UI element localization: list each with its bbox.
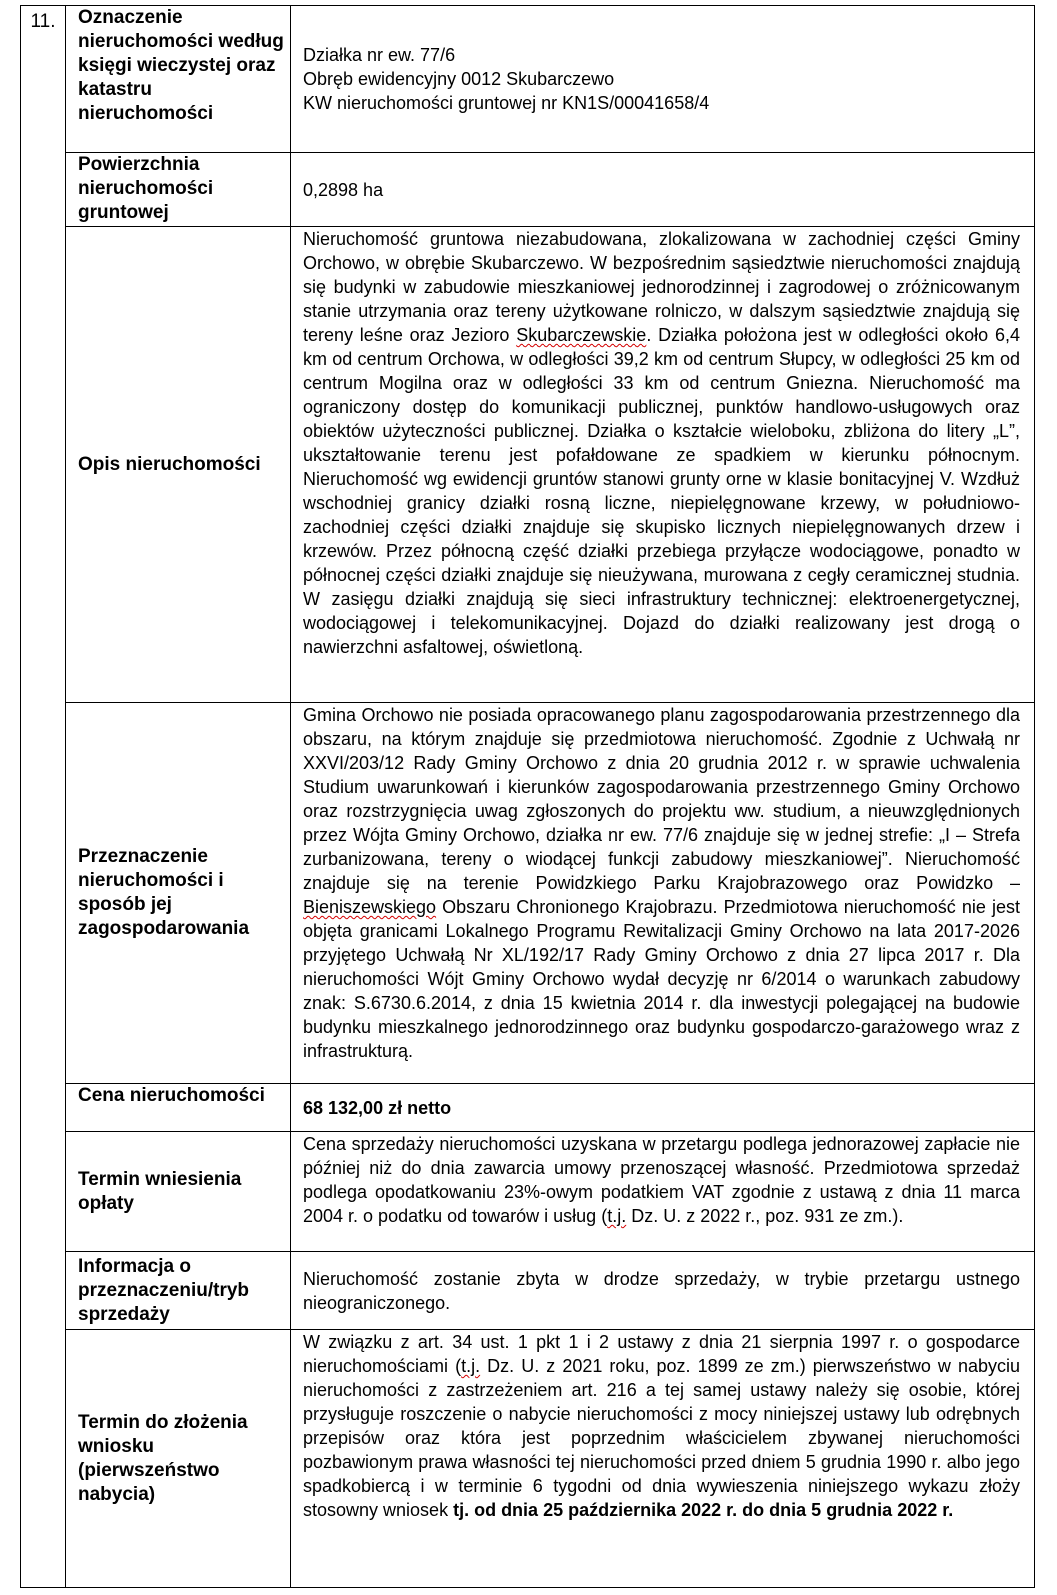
opis-text-2: . Działka położona jest w odległości około 6,4 km od centrum Orchowa, w odległości 39,2 km od centrum Słupcy, w odległości 25 km od centrum Mogilna oraz w odległości 33 km od centrum Gniezna. Nieruchomość ma ograniczony dostęp do komunikacji publicznej, punktów handlowo-usługowych oraz obiektów użyteczności publicznej. Działka o kształcie wieloboku, zbliżona do litery „L”, ukształtowanie terenu jest pofałdowane ze spadkiem w kierunku północnym. Nieruchomość wg ewidencji gruntów stanowi grunty orne w klasie bonitacyjnej V. Wzdłuż wschodniej granicy działki rosną liczne, niepielęgnowane krzewy, w południowo-zachodniej części działki znajduje się skupisko licznych niepielęgnowanych drzew i krzewów. Przez północną część działki przebiega przyłącze wodociągowe, ponadto w północnej części działki znajduje się nieużywana, murowana z cegły ceramicznej studnia. W zasięgu działki znajdują się sieci infrastruktury technicznej: elektroenergetycznej, wodociągowej i telekomunikacyjnej. Dojazd do działki realizowany jest drogą o nawierzchni asfaltowej, oświetloną. <box>303 325 1020 657</box>
label-cena: Cena nieruchomości <box>66 1084 291 1132</box>
obreb-line: Obręb ewidencyjny 0012 Skubarczewo <box>303 69 615 89</box>
spellcheck-marked-word: Bieniszewskiego <box>303 897 437 917</box>
przeznaczenie-text-1: Gmina Orchowo nie posiada opracowanego planu zagospodarowania przestrzennego dla obszaru, na którym znajduje się przedmiotowa nieruchomość. Zgodnie z Uchwałą nr XXVI/203/12 Rady Gminy Orchowo z dnia 20 grudnia 2012 r. w sprawie uchwalenia Studium uwarunkowań i kierunków zagospodarowania przestrzennego Gminy Orchowo oraz rozstrzygnięcia uwag zgłoszonych do projektu ww. studium, a nieuwzględnionych przez Wójta Gminy Orchowo, działka nr ew. 77/6 znajduje się w jednej strefie: „I – Strefa zurbanizowana, tereny o wiodącej funkcji zabudowy mieszkaniowej”. Nieruchomość znajduje się na terenie Powidzkiego Parku Krajobrazowego oraz Powidzko – <box>303 705 1020 893</box>
dzialka-number: Działka nr ew. 77/6 <box>303 45 456 65</box>
value-cena: 68 132,00 zł netto <box>291 1084 1035 1132</box>
label-powierzchnia: Powierzchnia nieruchomości gruntowej <box>66 153 291 227</box>
termin-oplaty-text-1: Cena sprzedaży nieruchomości uzyskana w przetargu podlega jednorazowej zapłacie nie później niż do dnia zawarcia umowy przenoszącej własność. Przedmiotowa sprzedaż podlega opodatkowaniu 23%-owym podatkiem VAT zgodnie z ustawą z dnia 11 marca 2004 r. o podatku od towarów i usług ( <box>303 1134 1020 1226</box>
row-informacja <box>21 1252 1035 1330</box>
value-powierzchnia: 0,2898 ha <box>291 153 1035 227</box>
row-termin-oplaty <box>21 1132 1035 1252</box>
row-termin-wniosku <box>21 1330 1035 1588</box>
opis-text-1: Nieruchomość gruntowa niezabudowana, zlokalizowana w zachodniej części Gminy Orchowo, w obrębie Skubarczewo. W bezpośrednim sąsiedztwie nieruchomości znajdują się budynki w zabudowie mieszkaniowej jednorodzinnej i zagrodowej o zróżnicowanym stanie utrzymania oraz tereny użytkowane rolniczo, w dalszym sąsiedztwie znajdują się tereny leśne oraz Jezioro <box>303 229 1020 345</box>
value-informacja: Nieruchomość zostanie zbyta w drodze sprzedaży, w trybie przetargu ustnego nieograniczonego. <box>291 1252 1035 1330</box>
kw-line: KW nieruchomości gruntowej nr KN1S/00041658/4 <box>303 93 710 113</box>
termin-oplaty-text-2: Dz. U. z 2022 r., poz. 931 ze zm.). <box>626 1206 904 1226</box>
property-listing-document <box>20 5 1035 1588</box>
termin-wniosku-text-2: Dz. U. z 2021 roku, poz. 1899 ze zm.) pierwszeństwo w nabyciu nieruchomości z zastrzeżeniem art. 216 a tej samej ustawy należy się osobie, której przysługuje roszczenie o nabycie nieruchomości z mocy niniejszej ustawy lub odrębnych przepisów oraz która jest poprzednim właścicielem zbywanej nieruchomości pozbawionym prawa własności tej nieruchomości przed dniem 5 grudnia 1990 r. albo jego spadkobiercą i w terminie 6 tygodni od dnia wywieszenia niniejszego wykazu złoży stosowny wniosek <box>303 1356 1020 1520</box>
spellcheck-marked-word: t.j. <box>461 1356 481 1376</box>
row-opis <box>21 227 1035 703</box>
label-termin-oplaty: Termin wniesienia opłaty <box>66 1132 291 1252</box>
row-oznaczenie <box>21 6 1035 153</box>
spellcheck-marked-word: Skubarczewskie <box>516 325 647 345</box>
termin-wniosku-deadline: tj. od dnia 25 października 2022 r. do dnia 5 grudnia 2022 r. <box>453 1500 954 1520</box>
property-table <box>20 5 1035 1588</box>
przeznaczenie-text-2: Obszaru Chronionego Krajobrazu. Przedmiotowa nieruchomość nie jest objęta granicami Lokalnego Programu Rewitalizacji Gminy Orchowo na lata 2017-2026 przyjętego Uchwałą Nr XL/192/17 Rady Gminy Orchowo z dnia 27 lipca 2017 r. Dla nieruchomości Wójt Gminy Orchowo wydał decyzję nr 6/2014 o warunkach zabudowy znak: S.6730.6.2014, z dnia 15 kwietnia 2014 r. dla inwestycji polegającej na budowie budynku mieszkalnego jednorodzinnego oraz budynku gospodarczo-garażowego wraz z infrastrukturą. <box>303 897 1020 1061</box>
label-informacja: Informacja o przeznaczeniu/tryb sprzedaży <box>66 1252 291 1330</box>
value-przeznaczenie <box>291 703 1035 1084</box>
item-number: 11. <box>21 6 66 1588</box>
row-powierzchnia <box>21 153 1035 227</box>
row-cena <box>21 1084 1035 1132</box>
termin-wniosku-text-1: W związku z art. 34 ust. 1 pkt 1 i 2 ustawy z dnia 21 sierpnia 1997 r. o gospodarce nieruchomościami ( <box>303 1332 1020 1376</box>
value-termin-oplaty <box>291 1132 1035 1252</box>
label-przeznaczenie: Przeznaczenie nieruchomości i sposób jej zagospodarowania <box>66 703 291 1084</box>
label-termin-wniosku: Termin do złożenia wniosku (pierwszeństwo nabycia) <box>66 1330 291 1588</box>
row-przeznaczenie <box>21 703 1035 1084</box>
label-oznaczenie: Oznaczenie nieruchomości według księgi wieczystej oraz katastru nieruchomości <box>66 6 291 153</box>
value-oznaczenie <box>291 6 1035 153</box>
value-opis <box>291 227 1035 703</box>
spellcheck-marked-word: t.j. <box>607 1206 627 1226</box>
label-opis: Opis nieruchomości <box>66 227 291 703</box>
value-termin-wniosku <box>291 1330 1035 1588</box>
